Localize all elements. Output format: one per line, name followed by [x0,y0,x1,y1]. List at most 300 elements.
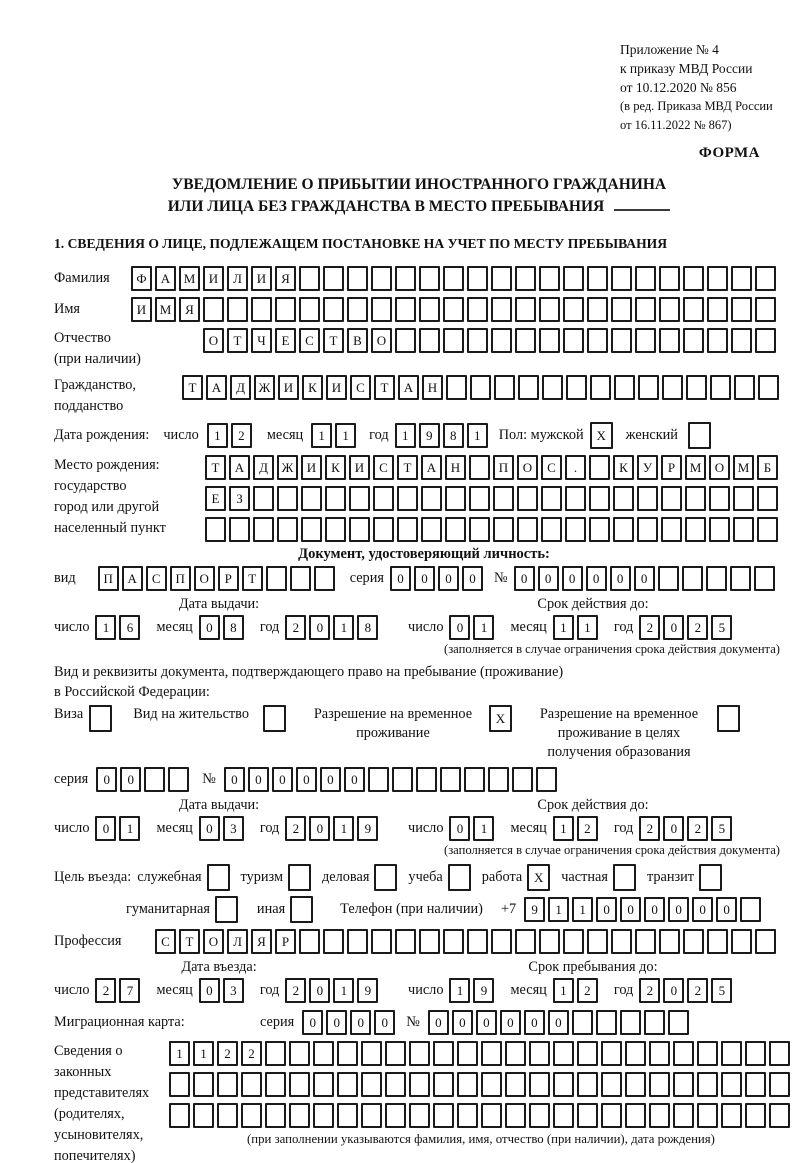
form-cell[interactable] [673,1041,694,1066]
form-cell[interactable]: 0 [199,816,220,841]
form-cell[interactable] [263,705,286,732]
form-cell[interactable] [409,1041,430,1066]
form-cell[interactable]: И [251,266,272,291]
form-cell[interactable] [754,566,775,591]
form-cell[interactable] [683,328,704,353]
form-cell[interactable] [368,767,389,792]
form-cell[interactable] [361,1103,382,1128]
form-cell[interactable] [395,929,416,954]
form-cell[interactable] [638,375,659,400]
form-cell[interactable] [217,1103,238,1128]
form-cell[interactable] [682,566,703,591]
form-cell[interactable] [611,297,632,322]
form-cell[interactable]: Т [179,929,200,954]
form-cell[interactable]: 0 [610,566,631,591]
form-cell[interactable] [625,1041,646,1066]
form-cell[interactable]: 2 [217,1041,238,1066]
form-cell[interactable]: Н [445,455,466,480]
form-cell[interactable] [685,486,706,511]
form-cell[interactable]: И [203,266,224,291]
form-cell[interactable] [203,297,224,322]
form-cell[interactable]: 0 [350,1010,371,1035]
form-cell[interactable] [755,297,776,322]
form-cell[interactable] [697,1072,718,1097]
form-cell[interactable] [193,1103,214,1128]
form-cell[interactable] [457,1041,478,1066]
form-cell[interactable]: 0 [524,1010,545,1035]
form-cell[interactable] [313,1103,334,1128]
form-cell[interactable] [290,566,311,591]
form-cell[interactable]: А [229,455,250,480]
form-cell[interactable] [614,375,635,400]
form-cell[interactable] [371,266,392,291]
form-cell[interactable]: Т [374,375,395,400]
form-cell[interactable]: П [493,455,514,480]
form-cell[interactable]: К [325,455,346,480]
form-cell[interactable]: Р [218,566,239,591]
form-cell[interactable]: И [301,455,322,480]
form-cell[interactable]: 0 [476,1010,497,1035]
form-cell[interactable]: 0 [309,615,330,640]
form-cell[interactable]: 1 [333,978,354,1003]
form-cell[interactable]: 0 [663,615,684,640]
form-cell[interactable] [659,929,680,954]
form-cell[interactable] [589,486,610,511]
form-cell[interactable] [536,767,557,792]
form-cell[interactable]: 1 [335,423,356,448]
form-cell[interactable]: И [278,375,299,400]
form-cell[interactable] [419,328,440,353]
form-cell[interactable]: А [122,566,143,591]
form-cell[interactable]: 0 [596,897,617,922]
form-cell[interactable] [542,375,563,400]
form-cell[interactable] [635,929,656,954]
form-cell[interactable] [539,297,560,322]
form-cell[interactable] [659,266,680,291]
form-cell[interactable]: 1 [572,897,593,922]
form-cell[interactable]: Ж [254,375,275,400]
form-cell[interactable]: 0 [344,767,365,792]
form-cell[interactable]: О [371,328,392,353]
form-cell[interactable] [89,705,112,732]
form-cell[interactable]: 0 [449,615,470,640]
form-cell[interactable] [683,929,704,954]
form-cell[interactable] [649,1103,670,1128]
form-cell[interactable]: 2 [285,816,306,841]
form-cell[interactable]: 0 [199,978,220,1003]
form-cell[interactable] [505,1072,526,1097]
form-cell[interactable]: 0 [514,566,535,591]
form-cell[interactable] [361,1041,382,1066]
form-cell[interactable] [299,266,320,291]
form-cell[interactable]: З [229,486,250,511]
form-cell[interactable]: В [347,328,368,353]
form-cell[interactable] [517,486,538,511]
form-cell[interactable] [337,1103,358,1128]
form-cell[interactable]: Н [422,375,443,400]
form-cell[interactable] [491,297,512,322]
form-cell[interactable] [658,566,679,591]
form-cell[interactable] [505,1103,526,1128]
form-cell[interactable] [373,517,394,542]
form-cell[interactable]: 1 [577,615,598,640]
form-cell[interactable] [289,1041,310,1066]
form-cell[interactable] [709,517,730,542]
form-cell[interactable] [721,1072,742,1097]
form-cell[interactable]: Л [227,929,248,954]
form-cell[interactable]: 0 [586,566,607,591]
form-cell[interactable] [275,297,296,322]
form-cell[interactable] [445,517,466,542]
form-cell[interactable] [529,1041,550,1066]
form-cell[interactable] [587,266,608,291]
form-cell[interactable] [649,1041,670,1066]
form-cell[interactable]: 0 [414,566,435,591]
form-cell[interactable] [601,1041,622,1066]
form-cell[interactable] [757,486,778,511]
form-cell[interactable]: 0 [95,816,116,841]
form-cell[interactable]: П [98,566,119,591]
form-cell[interactable] [491,266,512,291]
form-cell[interactable]: Д [253,455,274,480]
form-cell[interactable] [457,1072,478,1097]
form-cell[interactable]: Я [251,929,272,954]
form-cell[interactable]: О [517,455,538,480]
form-cell[interactable] [553,1072,574,1097]
form-cell[interactable] [469,486,490,511]
form-cell[interactable]: О [709,455,730,480]
form-cell[interactable]: 1 [95,615,116,640]
form-cell[interactable] [515,266,536,291]
form-cell[interactable]: С [541,455,562,480]
form-cell[interactable] [193,1072,214,1097]
form-cell[interactable] [419,929,440,954]
form-cell[interactable]: 1 [169,1041,190,1066]
form-cell[interactable] [529,1103,550,1128]
form-cell[interactable] [169,1103,190,1128]
form-cell[interactable] [289,1072,310,1097]
form-cell[interactable] [277,486,298,511]
form-cell[interactable]: 0 [326,1010,347,1035]
form-cell[interactable]: Т [323,328,344,353]
form-cell[interactable]: 1 [193,1041,214,1066]
form-cell[interactable] [707,328,728,353]
form-cell[interactable]: М [155,297,176,322]
form-cell[interactable]: Т [182,375,203,400]
form-cell[interactable]: С [299,328,320,353]
form-cell[interactable] [745,1072,766,1097]
form-cell[interactable]: 5 [711,615,732,640]
form-cell[interactable] [299,297,320,322]
form-cell[interactable] [467,929,488,954]
form-cell[interactable] [745,1041,766,1066]
form-cell[interactable] [265,1072,286,1097]
form-cell[interactable]: 0 [716,897,737,922]
form-cell[interactable] [491,929,512,954]
form-cell[interactable] [731,328,752,353]
form-cell[interactable]: 0 [634,566,655,591]
form-cell[interactable] [395,266,416,291]
form-cell[interactable] [659,297,680,322]
form-cell[interactable]: 0 [390,566,411,591]
form-cell[interactable] [757,517,778,542]
form-cell[interactable]: Т [397,455,418,480]
form-cell[interactable] [443,328,464,353]
form-cell[interactable]: С [350,375,371,400]
form-cell[interactable]: 0 [296,767,317,792]
form-cell[interactable] [563,297,584,322]
form-cell[interactable] [635,266,656,291]
form-cell[interactable]: 0 [452,1010,473,1035]
form-cell[interactable]: 0 [309,978,330,1003]
form-cell[interactable] [644,1010,665,1035]
form-cell[interactable] [589,517,610,542]
form-cell[interactable] [637,486,658,511]
form-cell[interactable] [205,517,226,542]
form-cell[interactable] [625,1072,646,1097]
form-cell[interactable]: 9 [357,816,378,841]
form-cell[interactable] [515,297,536,322]
form-cell[interactable] [440,767,461,792]
form-cell[interactable]: Е [205,486,226,511]
form-cell[interactable] [707,266,728,291]
form-cell[interactable] [649,1072,670,1097]
form-cell[interactable] [611,929,632,954]
form-cell[interactable] [755,328,776,353]
form-cell[interactable] [707,929,728,954]
form-cell[interactable]: 0 [224,767,245,792]
form-cell[interactable]: А [155,266,176,291]
form-cell[interactable] [659,328,680,353]
form-cell[interactable] [613,864,636,891]
form-cell[interactable] [707,297,728,322]
form-cell[interactable]: Д [230,375,251,400]
form-cell[interactable]: 1 [467,423,488,448]
form-cell[interactable]: 0 [500,1010,521,1035]
form-cell[interactable] [217,1072,238,1097]
form-cell[interactable] [706,566,727,591]
form-cell[interactable]: Я [179,297,200,322]
form-cell[interactable]: 1 [395,423,416,448]
form-cell[interactable]: 7 [119,978,140,1003]
form-cell[interactable]: 0 [538,566,559,591]
form-cell[interactable] [251,297,272,322]
form-cell[interactable] [481,1072,502,1097]
form-cell[interactable] [448,864,471,891]
form-cell[interactable] [385,1072,406,1097]
form-cell[interactable]: 2 [285,978,306,1003]
form-cell[interactable]: 0 [668,897,689,922]
form-cell[interactable] [685,517,706,542]
form-cell[interactable]: И [349,455,370,480]
form-cell[interactable]: 1 [553,816,574,841]
form-cell[interactable] [596,1010,617,1035]
form-cell[interactable] [467,328,488,353]
form-cell[interactable] [740,897,761,922]
form-cell[interactable] [731,929,752,954]
form-cell[interactable] [395,328,416,353]
form-cell[interactable]: 0 [462,566,483,591]
form-cell[interactable]: Ф [131,266,152,291]
form-cell[interactable] [493,517,514,542]
form-cell[interactable]: М [685,455,706,480]
form-cell[interactable] [467,297,488,322]
form-cell[interactable]: К [613,455,634,480]
form-cell[interactable] [755,266,776,291]
form-cell[interactable]: 0 [199,615,220,640]
form-cell[interactable]: 9 [473,978,494,1003]
form-cell[interactable]: 0 [120,767,141,792]
form-cell[interactable] [745,1103,766,1128]
form-cell[interactable] [215,896,238,923]
form-cell[interactable]: И [131,297,152,322]
form-cell[interactable]: А [421,455,442,480]
form-cell[interactable] [385,1041,406,1066]
form-cell[interactable] [553,1103,574,1128]
form-cell[interactable]: С [155,929,176,954]
form-cell[interactable]: 1 [333,615,354,640]
form-cell[interactable] [266,566,287,591]
form-cell[interactable] [566,375,587,400]
form-cell[interactable] [668,1010,689,1035]
form-cell[interactable]: 2 [231,423,252,448]
form-cell[interactable]: К [302,375,323,400]
form-cell[interactable] [409,1103,430,1128]
form-cell[interactable]: 2 [639,978,660,1003]
form-cell[interactable]: 3 [223,816,244,841]
form-cell[interactable] [505,1041,526,1066]
form-cell[interactable]: 0 [272,767,293,792]
form-cell[interactable] [529,1072,550,1097]
form-cell[interactable]: О [203,328,224,353]
form-cell[interactable] [347,929,368,954]
form-cell[interactable] [253,486,274,511]
form-cell[interactable] [517,517,538,542]
form-cell[interactable] [373,486,394,511]
form-cell[interactable] [385,1103,406,1128]
form-cell[interactable] [710,375,731,400]
form-cell[interactable]: М [733,455,754,480]
form-cell[interactable] [169,1072,190,1097]
form-cell[interactable] [347,297,368,322]
form-cell[interactable] [227,297,248,322]
form-cell[interactable] [443,297,464,322]
form-cell[interactable] [290,896,313,923]
form-cell[interactable] [457,1103,478,1128]
form-cell[interactable] [673,1103,694,1128]
form-cell[interactable] [313,1072,334,1097]
form-cell[interactable] [433,1072,454,1097]
form-cell[interactable] [446,375,467,400]
form-cell[interactable]: 2 [687,816,708,841]
form-cell[interactable] [601,1072,622,1097]
form-cell[interactable] [289,1103,310,1128]
form-cell[interactable] [337,1072,358,1097]
form-cell[interactable] [572,1010,593,1035]
form-cell[interactable] [541,486,562,511]
form-cell[interactable] [494,375,515,400]
form-cell[interactable]: Ч [251,328,272,353]
form-cell[interactable] [421,517,442,542]
form-cell[interactable] [469,517,490,542]
form-cell[interactable]: 3 [223,978,244,1003]
form-cell[interactable]: 1 [207,423,228,448]
form-cell[interactable] [688,422,711,449]
form-cell[interactable] [662,375,683,400]
form-cell[interactable]: 1 [548,897,569,922]
form-cell[interactable]: 2 [577,978,598,1003]
form-cell[interactable] [443,266,464,291]
form-cell[interactable]: Р [275,929,296,954]
form-cell[interactable]: С [146,566,167,591]
form-cell[interactable]: 1 [553,615,574,640]
form-cell[interactable] [361,1072,382,1097]
form-cell[interactable] [635,328,656,353]
form-cell[interactable]: 0 [620,897,641,922]
form-cell[interactable]: 1 [553,978,574,1003]
form-cell[interactable]: О [194,566,215,591]
form-cell[interactable]: 8 [357,615,378,640]
form-cell[interactable] [392,767,413,792]
form-cell[interactable] [539,328,560,353]
form-cell[interactable]: . [565,455,586,480]
form-cell[interactable] [470,375,491,400]
form-cell[interactable] [301,486,322,511]
form-cell[interactable] [673,1072,694,1097]
form-cell[interactable]: Е [275,328,296,353]
form-cell[interactable] [347,266,368,291]
form-cell[interactable] [731,266,752,291]
form-cell[interactable] [589,455,610,480]
form-cell[interactable] [661,517,682,542]
form-cell[interactable] [409,1072,430,1097]
form-cell[interactable] [371,929,392,954]
form-cell[interactable] [697,1041,718,1066]
form-cell[interactable]: М [179,266,200,291]
form-cell[interactable]: 2 [577,816,598,841]
form-cell[interactable]: 2 [241,1041,262,1066]
form-cell[interactable]: 2 [95,978,116,1003]
form-cell[interactable]: О [203,929,224,954]
form-cell[interactable] [635,297,656,322]
form-cell[interactable]: А [398,375,419,400]
form-cell[interactable]: 5 [711,978,732,1003]
form-cell[interactable]: 5 [711,816,732,841]
form-cell[interactable]: 1 [311,423,332,448]
form-cell[interactable] [253,517,274,542]
form-cell[interactable] [433,1103,454,1128]
form-cell[interactable]: С [373,455,394,480]
form-cell[interactable] [587,297,608,322]
form-cell[interactable] [349,486,370,511]
form-cell[interactable] [717,705,740,732]
form-cell[interactable] [611,328,632,353]
form-cell[interactable] [325,486,346,511]
form-cell[interactable] [481,1103,502,1128]
form-cell[interactable]: 8 [223,615,244,640]
form-cell[interactable] [709,486,730,511]
form-cell[interactable]: Б [757,455,778,480]
form-cell[interactable] [445,486,466,511]
form-cell[interactable]: 0 [248,767,269,792]
form-cell[interactable] [144,767,165,792]
form-cell[interactable] [168,767,189,792]
form-cell[interactable] [587,929,608,954]
form-cell[interactable] [288,864,311,891]
form-cell[interactable] [755,929,776,954]
form-cell[interactable]: 2 [639,615,660,640]
form-cell[interactable]: 0 [428,1010,449,1035]
